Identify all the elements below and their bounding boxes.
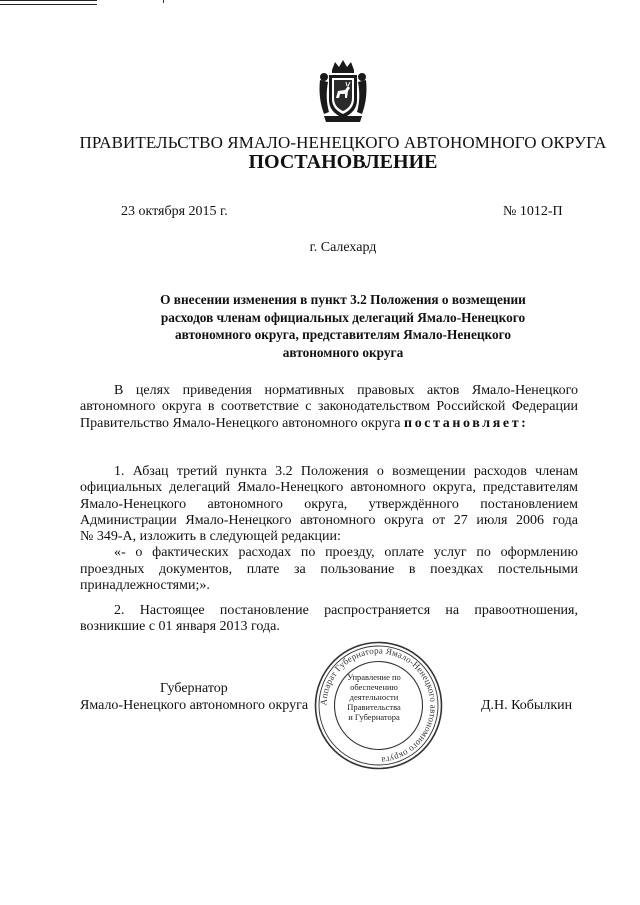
paragraph-line: В целях приведения нормативных правовых актов Ямало-Ненецкого (114, 383, 578, 398)
paragraph-line: проездных документов, плате за пользование в поездках постельными (80, 561, 578, 577)
stamp-line: и Губернатора (348, 712, 400, 722)
paragraph-line: 1. Абзац третий пункта 3.2 Положения о возмещении расходов членам (114, 464, 578, 479)
paragraph-line: автономного округа в соответствие с законодательством Российской Федерации (80, 399, 578, 415)
scan-edge-mark (0, 0, 97, 5)
subject-line: автономного округа (282, 344, 404, 360)
stamp-line: деятельности (349, 692, 399, 702)
organization-title: ПРАВИТЕЛЬСТВО ЯМАЛО-НЕНЕЦКОГО АВТОНОМНОГО ОКРУГА (79, 133, 607, 152)
paragraph-line: № 349-А, изложить в следующей редакции: (80, 529, 341, 545)
signatory-organization: Ямало-Ненецкого автономного округа (80, 698, 309, 713)
paragraph-line: Ямало-Ненецкого автономного округа, утверждённого постановлением (80, 496, 578, 512)
clause-1 (80, 464, 578, 594)
stamp-line: обеспечению (350, 682, 398, 692)
signatory-name: Д.Н. Кобылкин (481, 698, 573, 713)
subject-line: автономного округа, представителям Ямало-Ненецкого (174, 327, 511, 342)
preamble-prefix: Правительство Ямало-Ненецкого автономного округа (80, 415, 401, 431)
paragraph-line: принадлежностями;». (80, 578, 210, 594)
preamble-paragraph (80, 383, 578, 432)
stamp-line: Правительства (347, 702, 401, 712)
stamp-center-text (338, 672, 410, 722)
subject-line: расходов членам официальных делегаций Ямало-Ненецкого (160, 309, 526, 325)
paragraph-line: 2. Настоящее постановление распространяется на правоотношения, (114, 603, 578, 618)
svg-text:Аппарат Губернатора Ямало-Нене: Аппарат Губернатора Ямало-Ненецкого автономного округа (318, 645, 439, 766)
document-date: 23 октября 2015 г. (121, 204, 228, 219)
clause-2 (80, 603, 578, 636)
coat-of-arms-icon (316, 58, 370, 126)
document-type-heading: ПОСТАНОВЛЕНИЕ (248, 151, 438, 173)
paragraph-line: официальных делегаций Ямало-Ненецкого автономного округа, представителям (80, 480, 578, 496)
paragraph-line: возникшие с 01 января 2013 года. (80, 619, 280, 635)
scan-edge-dot (163, 0, 164, 3)
signatory-title: Губернатор (160, 681, 228, 696)
document-city: г. Салехард (309, 240, 377, 255)
document-subject (120, 291, 566, 361)
resolution-keyword: постановляет: (404, 415, 529, 431)
subject-line: О внесении изменения в пункт 3.2 Положения о возмещении (160, 292, 526, 307)
paragraph-line (80, 416, 578, 432)
stamp-line: Управление по (347, 672, 401, 682)
document-number: № 1012-П (503, 204, 563, 219)
paragraph-line: Администрации Ямало-Ненецкого автономного округа от 27 июля 2006 года (80, 512, 578, 528)
paragraph-line: «- о фактических расходах по проезду, оплате услуг по оформлению (114, 545, 578, 561)
